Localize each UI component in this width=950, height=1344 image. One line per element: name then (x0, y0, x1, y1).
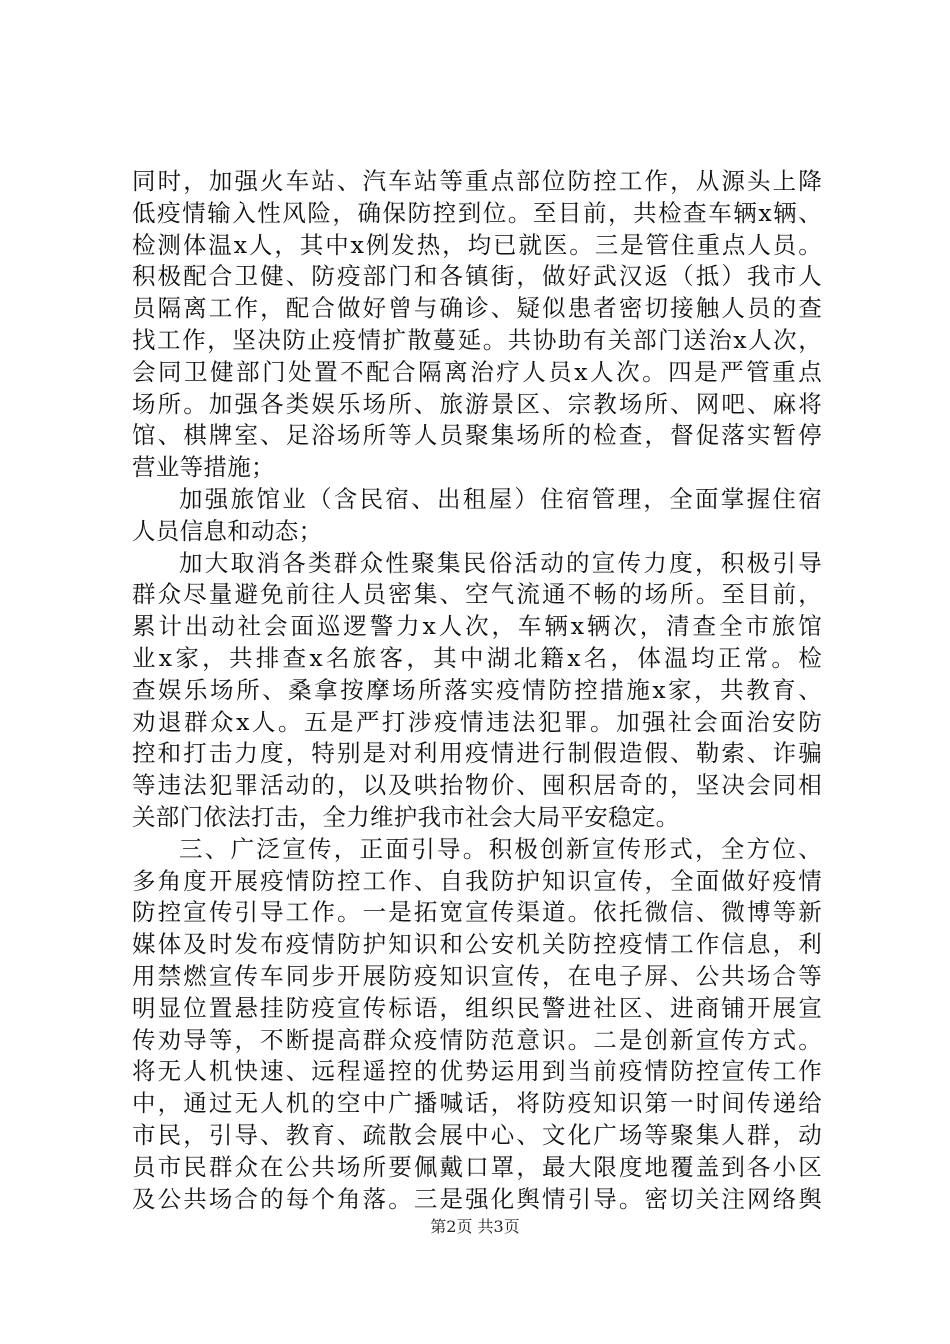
text-line: 员隔离工作，配合做好曾与确诊、疑似患者密切接触人员的查 (132, 294, 822, 323)
text-line: 三、广泛宣传，正面引导。积极创新宣传形式，全方位、 (179, 834, 822, 863)
text-line: 场所。加强各类娱乐场所、旅游景区、宗教场所、网吧、麻将 (132, 389, 822, 418)
text-line: 累计出动社会面巡逻警力x人次，车辆x辆次，清查全市旅馆 (132, 612, 822, 641)
text-line: 劝退群众x人。五是严打涉疫情违法犯罪。加强社会面治安防 (132, 707, 822, 736)
text-line: 媒体及时发布疫情防护知识和公安机关防控疫情工作信息，利 (132, 930, 822, 959)
text-line: 等违法犯罪活动的，以及哄抬物价、囤积居奇的，坚决会同相 (132, 771, 822, 800)
text-line: 业x家，共排查x名旅客，其中湖北籍x名，体温均正常。检 (132, 643, 822, 672)
text-line: 市民，引导、教育、疏散会展中心、文化广场等聚集人群，动 (132, 1120, 822, 1149)
text-line: 找工作，坚决防止疫情扩散蔓延。共协助有关部门送治x人次， (132, 325, 822, 354)
text-line: 低疫情输入性风险，确保防控到位。至目前，共检查车辆x辆、 (132, 198, 822, 227)
text-line: 加强旅馆业（含民宿、出租屋）住宿管理，全面掌握住宿 (179, 484, 822, 513)
text-line: 中，通过无人机的空中广播喊话，将防疫知识第一时间传递给 (132, 1089, 822, 1118)
text-line: 群众尽量避免前往人员密集、空气流通不畅的场所。至目前， (132, 580, 822, 609)
text-line: 用禁燃宣传车同步开展防疫知识宣传，在电子屏、公共场合等 (132, 961, 822, 990)
text-line: 将无人机快速、远程遥控的优势运用到当前疫情防控宣传工作 (132, 1057, 822, 1086)
text-line: 及公共场合的每个角落。三是强化舆情引导。密切关注网络舆 (132, 1184, 822, 1213)
text-line: 积极配合卫健、防疫部门和各镇街，做好武汉返（抵）我市人 (132, 262, 822, 291)
text-line: 传劝导等，不断提高群众疫情防范意识。二是创新宣传方式。 (132, 1025, 822, 1054)
text-line: 检测体温x人，其中x例发热，均已就医。三是管住重点人员。 (132, 230, 822, 259)
text-line: 加大取消各类群众性聚集民俗活动的宣传力度，积极引导 (179, 548, 822, 577)
page-number-footer: 第2页 共3页 (430, 1217, 520, 1236)
text-line: 查娱乐场所、桑拿按摩场所落实疫情防控措施x家，共教育、 (132, 675, 822, 704)
text-line: 馆、棋牌室、足浴场所等人员聚集场所的检查，督促落实暂停 (132, 421, 822, 450)
text-line: 多角度开展疫情防控工作、自我防护知识宣传，全面做好疫情 (132, 866, 822, 895)
text-line: 会同卫健部门处置不配合隔离治疗人员x人次。四是严管重点 (132, 357, 822, 386)
text-line: 关部门依法打击，全力维护我市社会大局平安稳定。 (132, 802, 680, 831)
text-line: 明显位置悬挂防疫宣传标语，组织民警进社区、进商铺开展宣 (132, 993, 822, 1022)
text-line: 员市民群众在公共场所要佩戴口罩，最大限度地覆盖到各小区 (132, 1152, 822, 1181)
text-line: 同时，加强火车站、汽车站等重点部位防控工作，从源头上降 (132, 167, 822, 195)
text-line: 控和打击力度，特别是对利用疫情进行制假造假、勒索、诈骗 (132, 739, 822, 768)
body-text (132, 166, 822, 1215)
text-line: 营业等措施； (132, 453, 275, 482)
text-line: 防控宣传引导工作。一是拓宽宣传渠道。依托微信、微博等新 (132, 898, 822, 927)
text-line: 人员信息和动态； (132, 516, 323, 545)
